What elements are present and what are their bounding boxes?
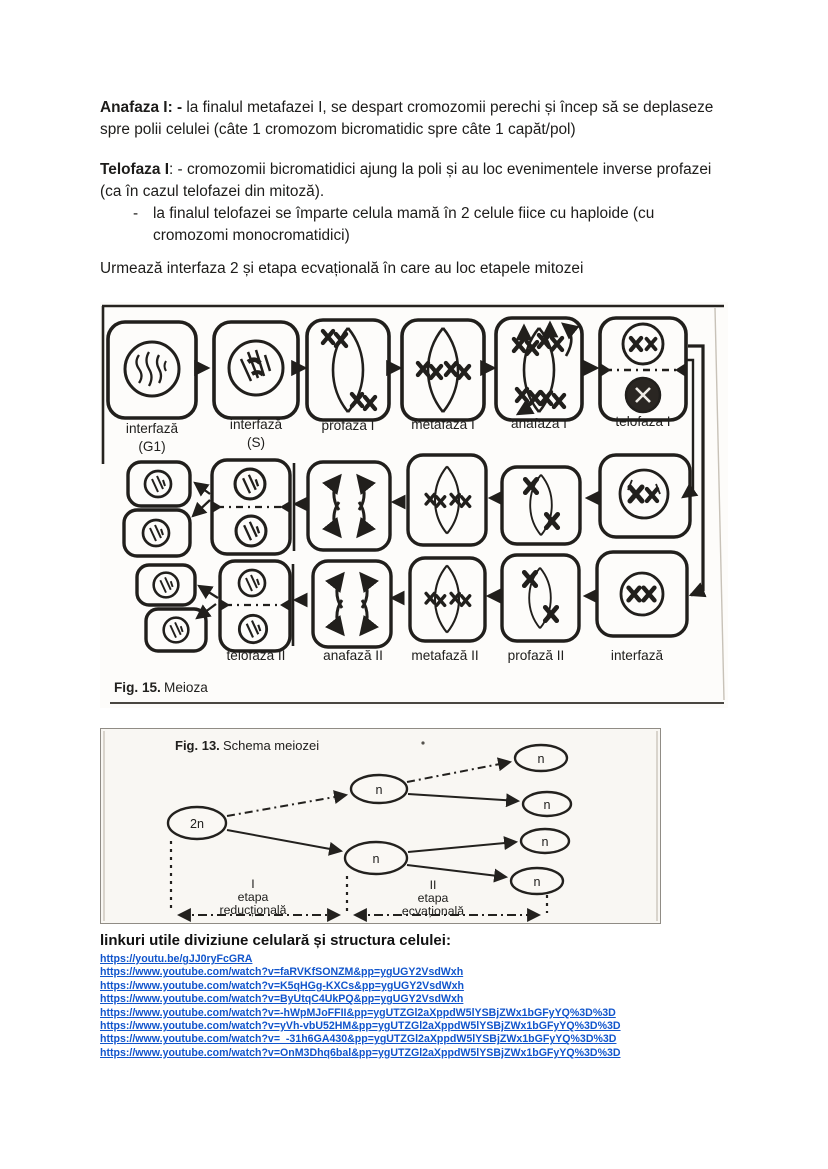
stage2-numeral: II bbox=[429, 878, 437, 892]
bullet-text: la finalul telofazei se împarte celula mamă în 2 celule fiice cu haploide (cu cromozomi monocromatidici) bbox=[153, 205, 655, 244]
node-n-label: n bbox=[372, 852, 380, 866]
interphase-g1-nucleus bbox=[125, 342, 179, 396]
label-profaza-2: profază II bbox=[507, 648, 565, 663]
links-heading: linkuri utile diviziune celulară și structura celulei: bbox=[100, 932, 451, 949]
stage2-line1: etapa bbox=[417, 891, 449, 905]
label-interfaza-2: interfază bbox=[610, 648, 664, 663]
label-interfaza-g1: interfază bbox=[125, 421, 179, 436]
paragraph-telofaza bbox=[100, 159, 725, 203]
node-n-label: n bbox=[543, 798, 551, 812]
meiosis-2-lower-flow-arrows bbox=[197, 586, 596, 618]
scheme-stage-labels bbox=[220, 877, 465, 918]
meiosis-scheme-diagram bbox=[101, 729, 660, 923]
youtube-link[interactable]: https://www.youtube.com/watch?v=-hWpMJoFFII&pp=ygUTZGl2aXppdW5lYSBjZWx1bGFyYQ%3D%3D bbox=[100, 1006, 616, 1019]
anafaza-term: Anafaza I: - bbox=[100, 99, 183, 116]
prophase2-lower-content bbox=[524, 568, 556, 628]
scan-speck bbox=[421, 741, 424, 744]
daughter-cell-nucleus bbox=[164, 618, 189, 643]
youtube-link[interactable]: https://www.youtube.com/watch?v=faRVKfSONZM&pp=ygUGY2VsdWxh bbox=[100, 966, 464, 979]
youtube-link[interactable]: https://youtu.be/gJJ0ryFcGRA bbox=[100, 953, 253, 965]
fig13-caption-number: Fig. 13. bbox=[175, 738, 220, 753]
fig15-caption-number: Fig. 15. bbox=[114, 680, 161, 695]
metaphase2-upper-content bbox=[426, 466, 470, 533]
youtube-link[interactable]: https://www.youtube.com/watch?v=ByUtqC4UkPQ&pp=ygUGY2VsdWxh bbox=[100, 993, 464, 1006]
stage1-line2: reducțională bbox=[219, 903, 287, 917]
prophase2-upper-content bbox=[525, 475, 557, 535]
scheme-cell-nodes bbox=[168, 745, 571, 894]
figure-schema-meiozei-scan bbox=[100, 728, 661, 924]
stage2-line2: ecvațională bbox=[401, 904, 465, 918]
meiosis-2-upper-row-cells bbox=[124, 455, 690, 556]
label-g1: (G1) bbox=[138, 439, 166, 454]
metaphase2-lower-content bbox=[426, 565, 470, 632]
meiosis-stages-diagram bbox=[100, 302, 728, 708]
telofaza-text: : - cromozomii bicromatidici ajung la poli și au loc evenimentele inverse profazei (ca în cazul telofazei din mitoză). bbox=[100, 161, 712, 200]
youtube-link[interactable]: https://www.youtube.com/watch?v=_-31h6GA430&pp=ygUTZGl2aXppdW5lYSBjZWx1bGFyYQ%3D%3D bbox=[100, 1033, 617, 1046]
links-list bbox=[100, 953, 660, 1060]
interphase-s-nucleus bbox=[229, 341, 283, 395]
label-anafaza-1: anafaza I bbox=[511, 416, 567, 431]
daughter-cell-nucleus bbox=[143, 520, 169, 546]
label-anafaza-2: anafază II bbox=[323, 648, 383, 663]
label-s: (S) bbox=[246, 435, 266, 450]
node-n-label: n bbox=[537, 752, 545, 766]
bullet-item bbox=[133, 203, 725, 247]
fig15-caption-title: Meioza bbox=[164, 680, 208, 695]
daughter-cell-nucleus bbox=[154, 573, 179, 598]
label-profaza-1: profaza I bbox=[321, 418, 375, 433]
label-interfaza-s: interfază bbox=[229, 417, 283, 432]
telofaza-term: Telofaza I bbox=[100, 161, 169, 178]
meiosis-2-lower-row-cells bbox=[137, 552, 687, 651]
telophase2-lower-content bbox=[220, 564, 293, 646]
youtube-link[interactable]: https://www.youtube.com/watch?v=K5qHGg-KXCs&pp=ygUGY2VsdWxh bbox=[100, 979, 464, 992]
prophase1-cell-content bbox=[323, 328, 375, 412]
node-n-label: n bbox=[375, 783, 383, 797]
telophase2-upper-content bbox=[212, 463, 294, 551]
interphase2-lower-content bbox=[621, 573, 663, 615]
figure-meioza-scan bbox=[100, 302, 728, 708]
interphase2-upper-content bbox=[620, 470, 668, 518]
anaphase2-lower-spindle-arrows bbox=[337, 574, 367, 634]
metaphase1-cell-content bbox=[418, 328, 469, 412]
anaphase1-cell-content bbox=[514, 323, 571, 414]
youtube-link[interactable]: https://www.youtube.com/watch?v=yVh-vbU52HM&pp=ygUTZGl2aXppdW5lYSBjZWx1bGFyYQ%3D%3D bbox=[100, 1020, 621, 1033]
bullet-marker: - bbox=[133, 205, 139, 222]
stage1-numeral: I bbox=[251, 877, 255, 891]
anafaza-text: la finalul metafazei I, se despart cromozomii perechi și încep să se deplaseze spre polii celulei (câte 1 cromozom bicromatidic spre câte 1 capăt/pol) bbox=[100, 99, 714, 138]
stage1-line1: etapa bbox=[237, 890, 269, 904]
label-telofaza-2: telofază II bbox=[226, 648, 286, 663]
paragraph-urmeaza: Urmează interfaza 2 și etapa ecvațională în care au loc etapele mitozei bbox=[100, 260, 584, 277]
label-metafaza-1: metafaza I bbox=[411, 417, 475, 432]
node-2n-label: 2n bbox=[189, 817, 205, 831]
paragraph-anafaza bbox=[100, 97, 725, 141]
anaphase2-upper-spindle-arrows bbox=[334, 476, 364, 536]
node-n-label: n bbox=[533, 875, 541, 889]
fig13-caption-title: Schema meiozei bbox=[223, 738, 320, 753]
telophase1-cell-content bbox=[600, 324, 686, 412]
label-metafaza-2: metafază II bbox=[411, 648, 479, 663]
node-n-label: n bbox=[541, 835, 549, 849]
meiosis-2-stage-labels bbox=[227, 648, 664, 663]
daughter-cell-nucleus bbox=[145, 471, 171, 497]
label-telofaza-1: telofaza I bbox=[615, 414, 671, 429]
youtube-link[interactable]: https://www.youtube.com/watch?v=OnM3Dhq6bal&pp=ygUTZGl2aXppdW5lYSBjZWx1bGFyYQ%3D%3D bbox=[100, 1046, 621, 1059]
meiosis-1-stage-labels bbox=[126, 414, 671, 454]
